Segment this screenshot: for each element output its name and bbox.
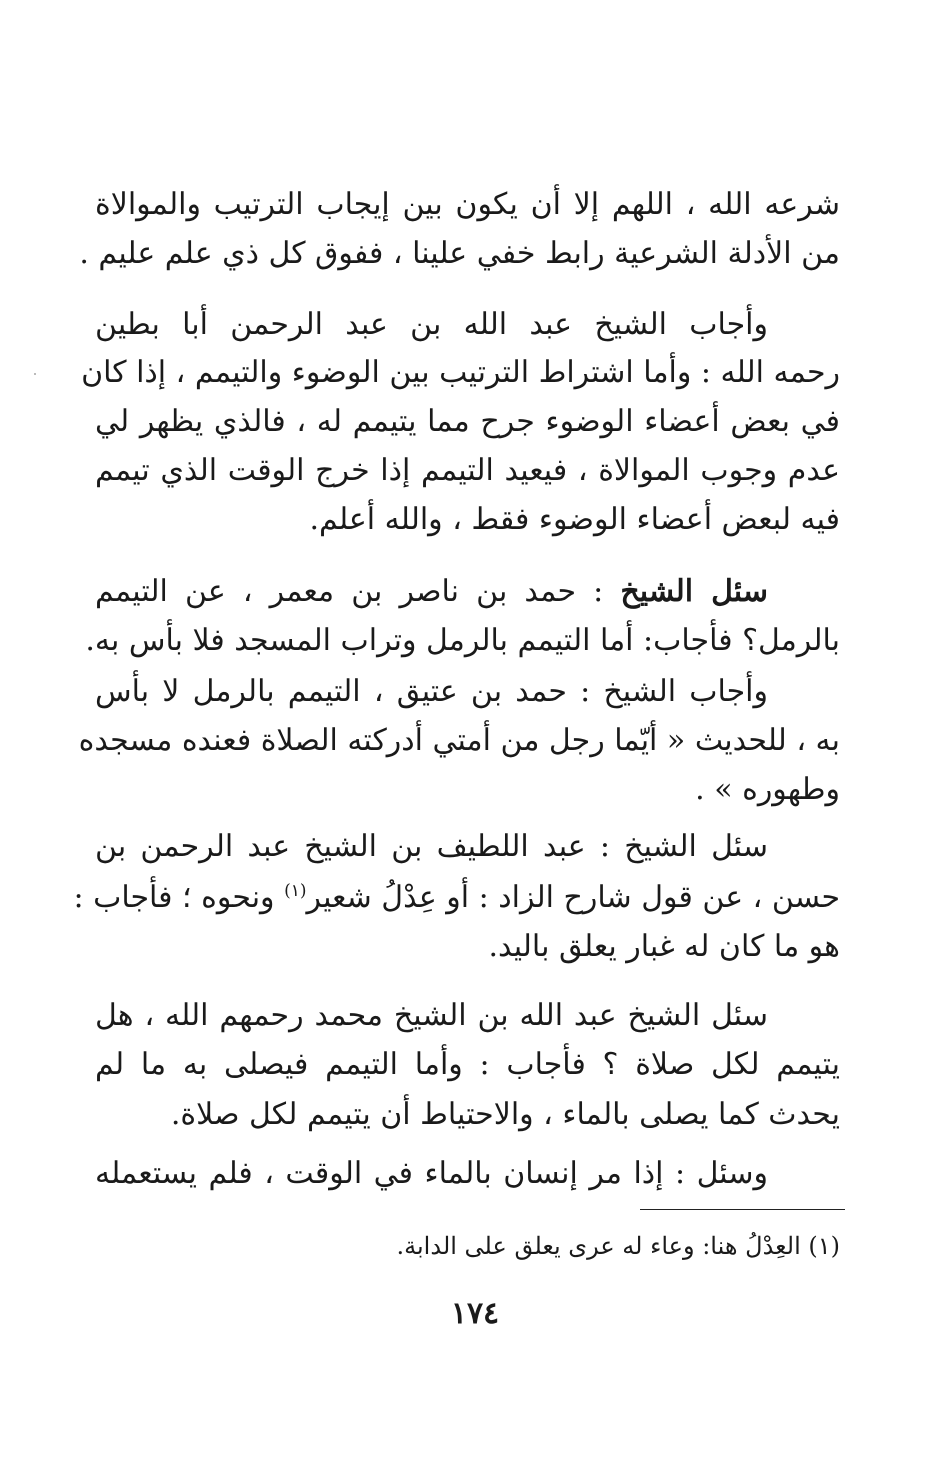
question-lead: سئل الشيخ	[620, 574, 768, 609]
text-line: وطهوره » .	[695, 772, 840, 807]
text-line	[73, 876, 840, 920]
text-line: وسئل : إذا مر إنسان بالماء في الوقت ، فلم يستعمله	[95, 1156, 768, 1191]
text-line: يحدث كما يصلى بالماء ، والاحتياط أن يتيمم لكل صلاة.	[170, 1097, 840, 1132]
footnote-divider	[640, 1209, 845, 1210]
text-line: وأجاب الشيخ : حمد بن عتيق ، التيمم بالرمل لا بأس	[95, 674, 768, 709]
text-line: يتيمم لكل صلاة ؟ فأجاب : وأما التيمم فيصلى به ما لم	[95, 1047, 840, 1082]
footnote: (١) العِدْلُ هنا: وعاء له عرى يعلق على الدابة.	[396, 1232, 840, 1260]
scan-mark	[34, 373, 36, 375]
text-line	[95, 570, 840, 614]
text-line: هو ما كان له غبار يعلق باليد.	[488, 929, 840, 964]
footnote-marker: (١)	[284, 881, 307, 901]
text-line: بالرمل؟ فأجاب: أما التيمم بالرمل وتراب المسجد فلا بأس به.	[85, 623, 840, 658]
text-span: حسن ، عن قول شارح الزاد : أو عِدْلُ شعير	[306, 880, 840, 915]
text-line: عدم وجوب الموالاة ، فيعيد التيمم إذا خرج الوقت الذي تيمم	[95, 453, 840, 488]
text-span: ونحوه ؛ فأجاب :	[73, 880, 275, 915]
page-number: ١٧٤	[450, 1296, 500, 1331]
text-line: رحمه الله : وأما اشتراط الترتيب بين الوضوء والتيمم ، إذا كان	[81, 355, 840, 390]
text-line: شرعه الله ، اللهم إلا أن يكون بين إيجاب الترتيب والموالاة	[95, 187, 840, 222]
text-line: فيه لبعض أعضاء الوضوء فقط ، والله أعلم.	[309, 502, 840, 537]
text-line: في بعض أعضاء الوضوء جرح مما يتيمم له ، فالذي يظهر لي	[95, 404, 840, 439]
text-line: من الأدلة الشرعية رابط خفي علينا ، ففوق كل ذي علم عليم .	[79, 236, 840, 271]
text-line: وأجاب الشيخ عبد الله بن عبد الرحمن أبا بطين	[95, 307, 768, 342]
text-line: به ، للحديث « أيّما رجل من أمتي أدركته الصلاة فعنده مسجده	[78, 723, 840, 758]
text-span: : حمد بن ناصر بن معمر ، عن التيمم	[95, 574, 621, 609]
text-line: سئل الشيخ عبد الله بن الشيخ محمد رحمهم الله ، هل	[95, 998, 768, 1033]
text-line: سئل الشيخ : عبد اللطيف بن الشيخ عبد الرحمن بن	[95, 829, 768, 864]
